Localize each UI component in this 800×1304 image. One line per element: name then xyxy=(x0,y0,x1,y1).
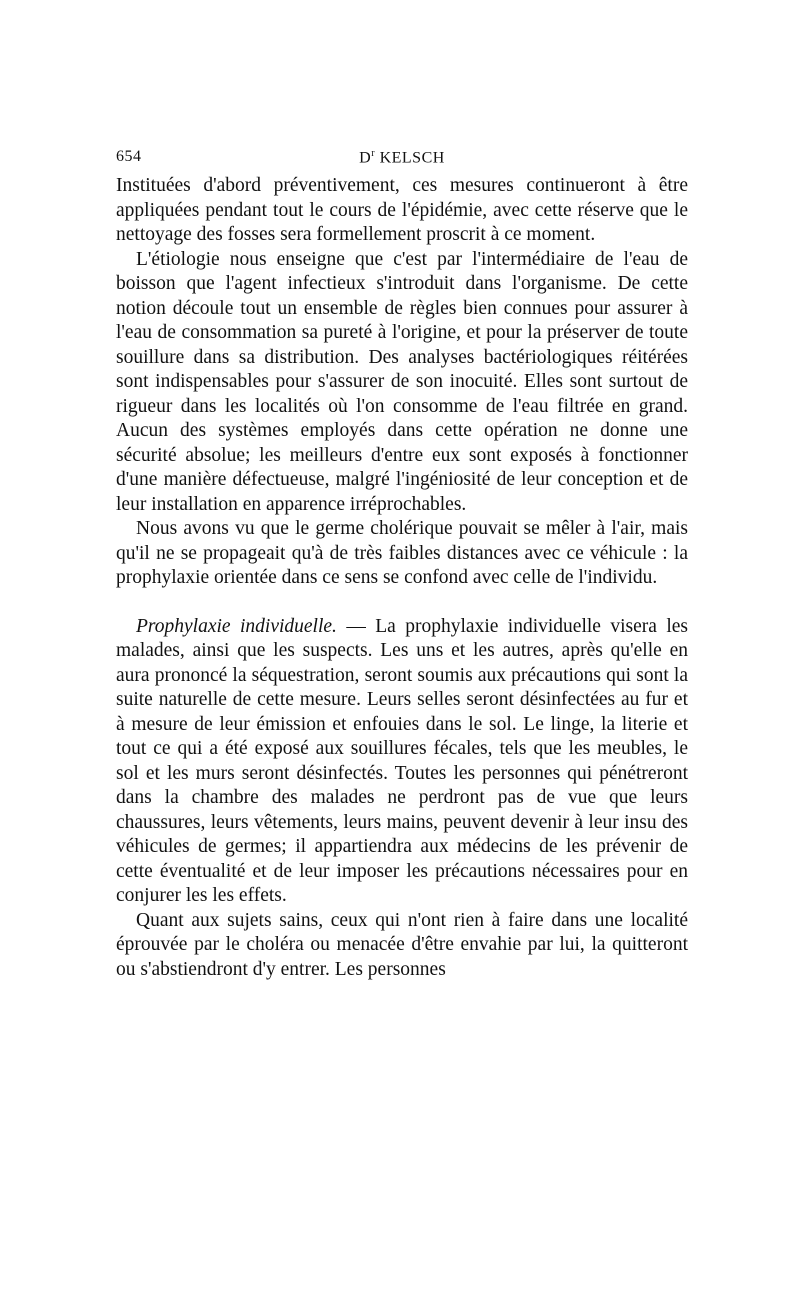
section-text: La prophylaxie individuelle visera les malades, ainsi que les suspects. Les uns et les autres, après qu'elle en aura prononcé la séquestration, seront soumis aux précautions qui sont la suite naturelle de cette mesure. Leurs selles seront désinfectées au fur et à mesure de leur émission et enfouies dans le sol. Le linge, la literie et tout ce qui a été exposé aux souillures fécales, tels que les meubles, le sol et les murs seront désinfectés. Toutes les personnes qui pénétreront dans la chambre des malades ne perdront pas de vue que leurs chaussures, leurs vêtements, leurs mains, peuvent devenir à leur insu des véhicules de germes; il appartiendra aux médecins de les prévenir de cette éventualité et de leur imposer les précautions nécessaires pour en conjurer les les effets. xyxy=(116,615,689,906)
page-number: 654 xyxy=(116,148,142,165)
section-individual-prophylaxis xyxy=(116,615,688,909)
running-head xyxy=(116,148,688,174)
section-heading: Prophylaxie individuelle. xyxy=(136,615,337,637)
paragraph-measures: Instituées d'abord préventivement, ces mesures continueront à être appliquées pendant tout le cours de l'épidémie, avec cette réserve que le nettoyage des fosses sera formellement proscrit à ce moment. xyxy=(116,175,688,245)
body-text xyxy=(116,174,688,982)
paragraph-etiology: L'étiologie nous enseigne que c'est par l'intermédiaire de l'eau de boisson que l'agent infectieux s'introduit dans l'organisme. De cette notion découle tout un ensemble de règles bien connues pour assurer à l'eau de consommation sa pureté à l'origine, et pour la préserver de toute souillure dans sa distribution. Des analyses bactériologiques réitérées sont indispensables pour s'assurer de son inocuité. Elles sont surtout de rigueur dans les localités où l'on consomme de l'eau filtrée en grand. Aucun des systèmes employés dans cette opération ne donne une sécurité absolue; les meilleurs d'entre eux sont exposés à fonctionner d'une manière défectueuse, malgré l'ingéniosité de leur conception et de leur installation en apparence irréprochables. xyxy=(116,248,688,515)
section-gap xyxy=(116,591,688,615)
section-dash: — xyxy=(346,615,366,637)
paragraph-air-transmission: Nous avons vu que le germe cholérique pouvait se mêler à l'air, mais qu'il ne se propageait qu'à de très faibles distances avec ce véhicule : la prophylaxie orientée dans ce sens se confond avec celle de l'individu. xyxy=(116,518,688,588)
paragraph-healthy-subjects: Quant aux sujets sains, ceux qui n'ont rien à faire dans une localité éprouvée par le choléra ou menacée d'être envahie par lui, la quitteront ou s'abstiendront d'y entrer. Les personnes xyxy=(116,909,688,980)
running-title xyxy=(116,148,688,167)
document-page xyxy=(116,148,688,982)
author-name: KELSCH xyxy=(379,149,445,167)
author-prefix-superscript: r xyxy=(371,148,376,159)
author-prefix: D xyxy=(359,149,372,167)
